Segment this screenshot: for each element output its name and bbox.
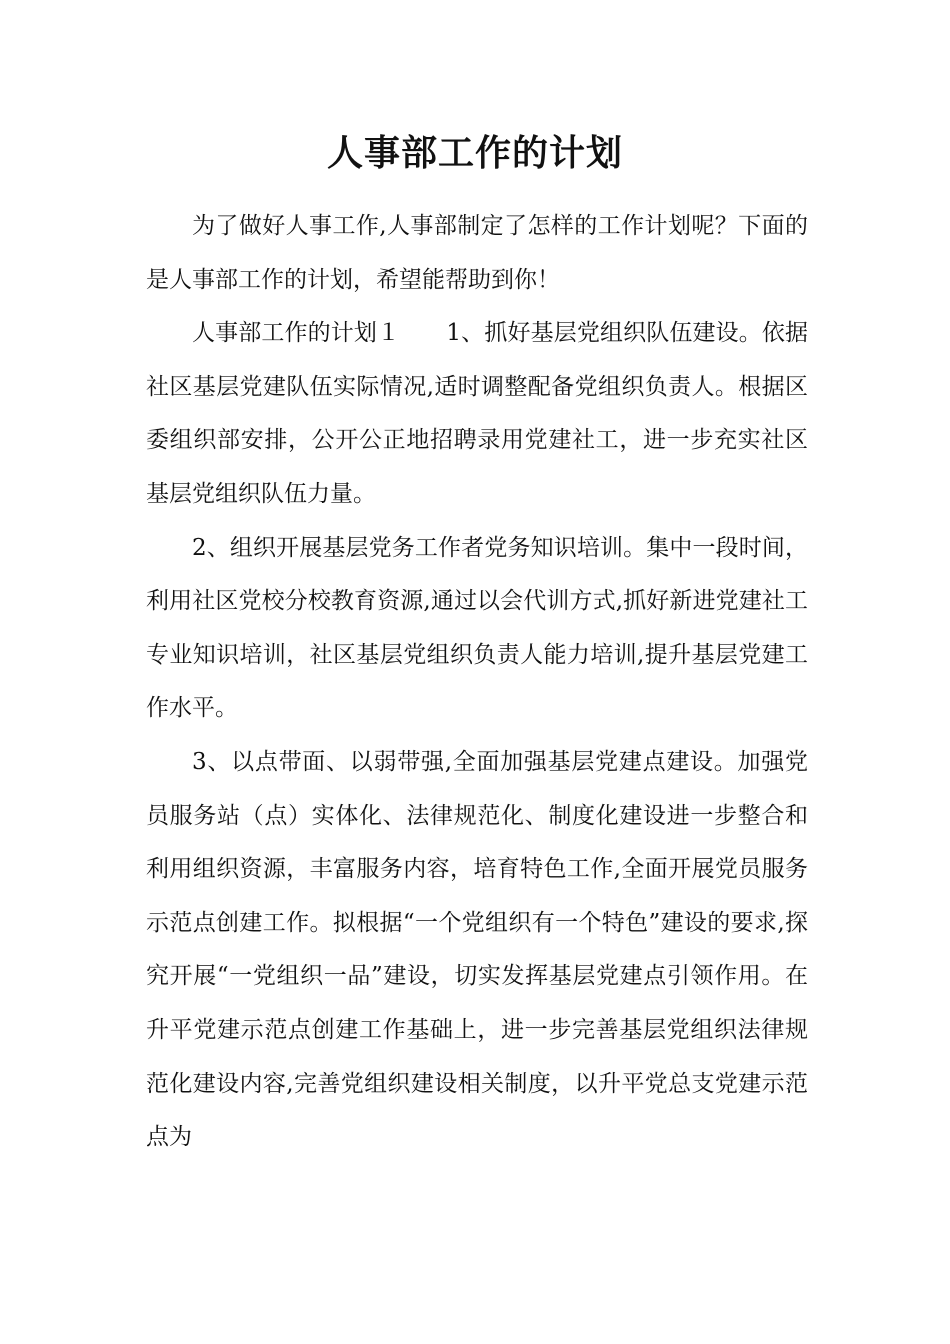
paragraph-intro: 为了做好人事工作,人事部制定了怎样的工作计划呢？下面的是人事部工作的计划，希望能帮助到你！ [146,213,808,293]
paragraph-plan-1: 人事部工作的计划１ 1、抓好基层党组织队伍建设。依据社区基层党建队伍实际情况,适时调整配备党组织负责人。根据区委组织部安排，公开公正地招聘录用党建社工，进一步充实社区基层党组织队伍力量。 [146,320,808,507]
paragraph-plan-2: 2、组织开展基层党务工作者党务知识培训。集中一段时间，利用社区党校分校教育资源,通过以会代训方式,抓好新进党建社工专业知识培训，社区基层党组织负责人能力培训,提升基层党建工作水平。 [146,534,808,722]
document-body [146,200,808,1165]
document-title: 人事部工作的计划 [326,133,623,174]
paragraph-plan-3: 3、以点带面、以弱带强,全面加强基层党建点建设。加强党员服务站（点）实体化、法律规范化、制度化建设进一步整合和利用组织资源，丰富服务内容，培育特色工作,全面开展党员服务示范点创建工作。拟根据“一个党组织有一个特色”建设的要求,探究开展“一党组织一品”建设，切实发挥基层党建点引领作用。在升平党建示范点创建工作基础上，进一步完善基层党组织法律规范化建设内容,完善党组织建设相关制度，以升平党总支党建示范点为 [146,748,808,1151]
